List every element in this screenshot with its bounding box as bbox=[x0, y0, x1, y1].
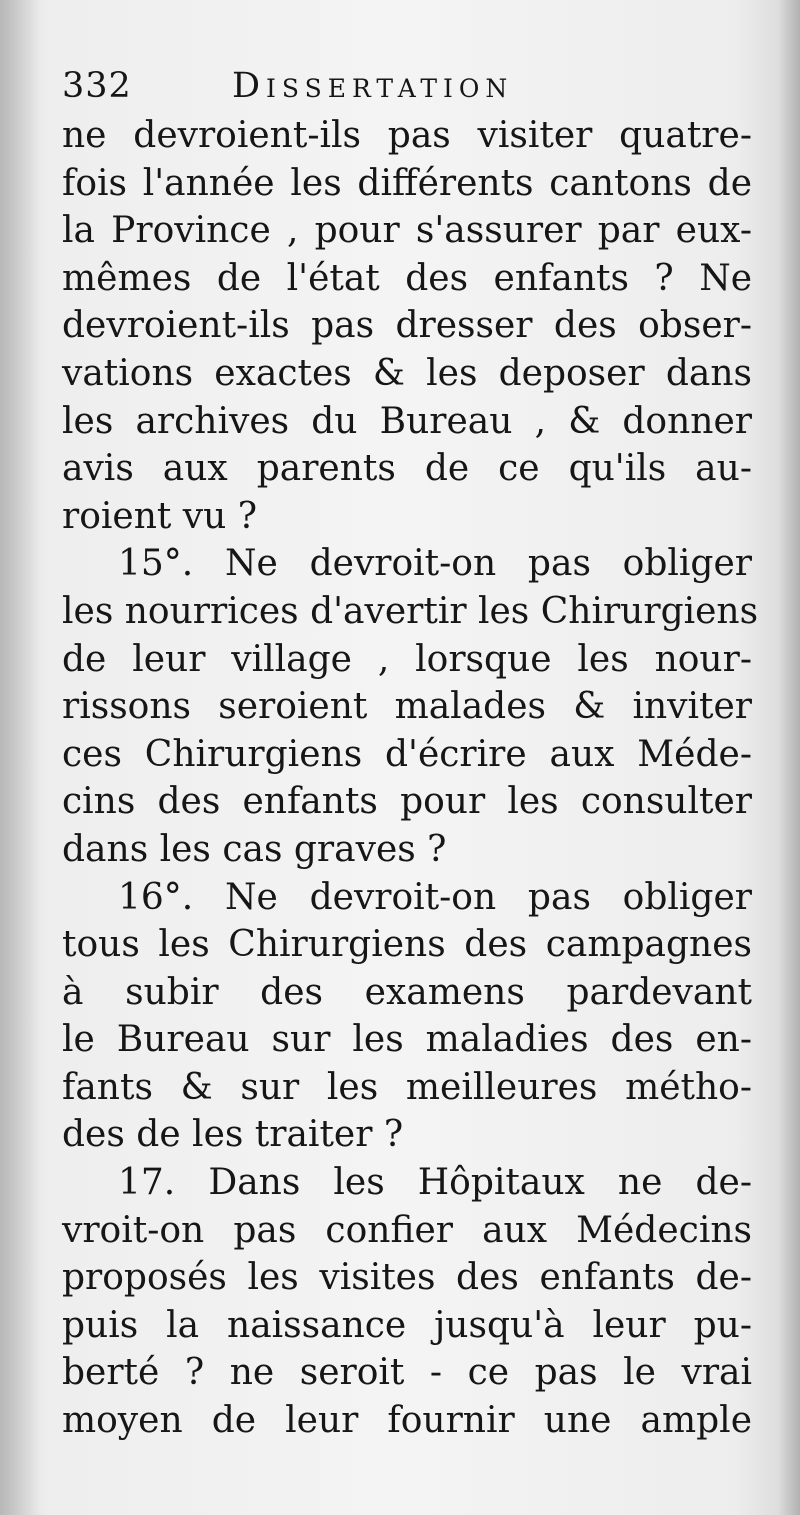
text-line: puis la naissance jusqu'à leur pu- bbox=[62, 1304, 752, 1346]
text-line: la Province , pour s'assurer par eux- bbox=[62, 210, 752, 252]
text-line: de leur village , lorsque les nour- bbox=[62, 638, 752, 680]
text-line: devroient-ils pas dresser des obser- bbox=[62, 305, 752, 347]
text-line: vroit-on pas confier aux Médecins bbox=[62, 1209, 752, 1251]
page-number: 332 bbox=[62, 66, 132, 106]
text-line: les archives du Bureau , & donner bbox=[62, 400, 752, 442]
paragraph-17-start: 17. Dans les Hôpitaux ne de- bbox=[118, 1162, 752, 1204]
text-line: rissons seroient malades & inviter bbox=[62, 686, 752, 728]
text-line: proposés les visites des enfants de- bbox=[62, 1257, 752, 1299]
paragraph-16-start: 16°. Ne devroit-on pas obliger bbox=[118, 876, 752, 918]
paragraph-15-start: 15°. Ne devroit-on pas obliger bbox=[118, 543, 752, 585]
text-line: moyen de leur fournir une ample bbox=[62, 1400, 752, 1442]
text-line: ne devroient-ils pas visiter quatre- bbox=[62, 115, 752, 156]
text-line: avis aux parents de ce qu'ils au- bbox=[62, 448, 752, 490]
text-line: des de les traiter ? bbox=[62, 1114, 404, 1156]
text-line: roient vu ? bbox=[62, 495, 258, 537]
text-line: mêmes de l'état des enfants ? Ne bbox=[62, 257, 752, 299]
text-line: fants & sur les meilleures métho- bbox=[62, 1066, 752, 1108]
text-line: à subir des examens pardevant bbox=[62, 971, 752, 1013]
text-line: le Bureau sur les maladies des en- bbox=[62, 1019, 752, 1061]
text-line: dans les cas graves ? bbox=[62, 828, 447, 870]
text-line: vations exactes & les deposer dans bbox=[62, 352, 752, 394]
text-line: cins des enfants pour les consulter bbox=[62, 781, 752, 823]
text-line: tous les Chirurgiens des campagnes bbox=[62, 924, 752, 966]
page-edge-shadow bbox=[778, 0, 800, 1515]
text-line: les nourrices d'avertir les Chirurgiens bbox=[62, 590, 759, 632]
text-line: fois l'année les différents cantons de bbox=[62, 162, 752, 204]
page-text bbox=[62, 60, 759, 1445]
running-title: Dissertation bbox=[232, 66, 514, 106]
text-line: ces Chirurgiens d'écrire aux Méde- bbox=[62, 733, 752, 775]
running-header bbox=[62, 60, 752, 112]
page-gutter-shadow bbox=[0, 0, 40, 1515]
text-line: berté ? ne seroit - ce pas le vrai bbox=[62, 1352, 752, 1394]
